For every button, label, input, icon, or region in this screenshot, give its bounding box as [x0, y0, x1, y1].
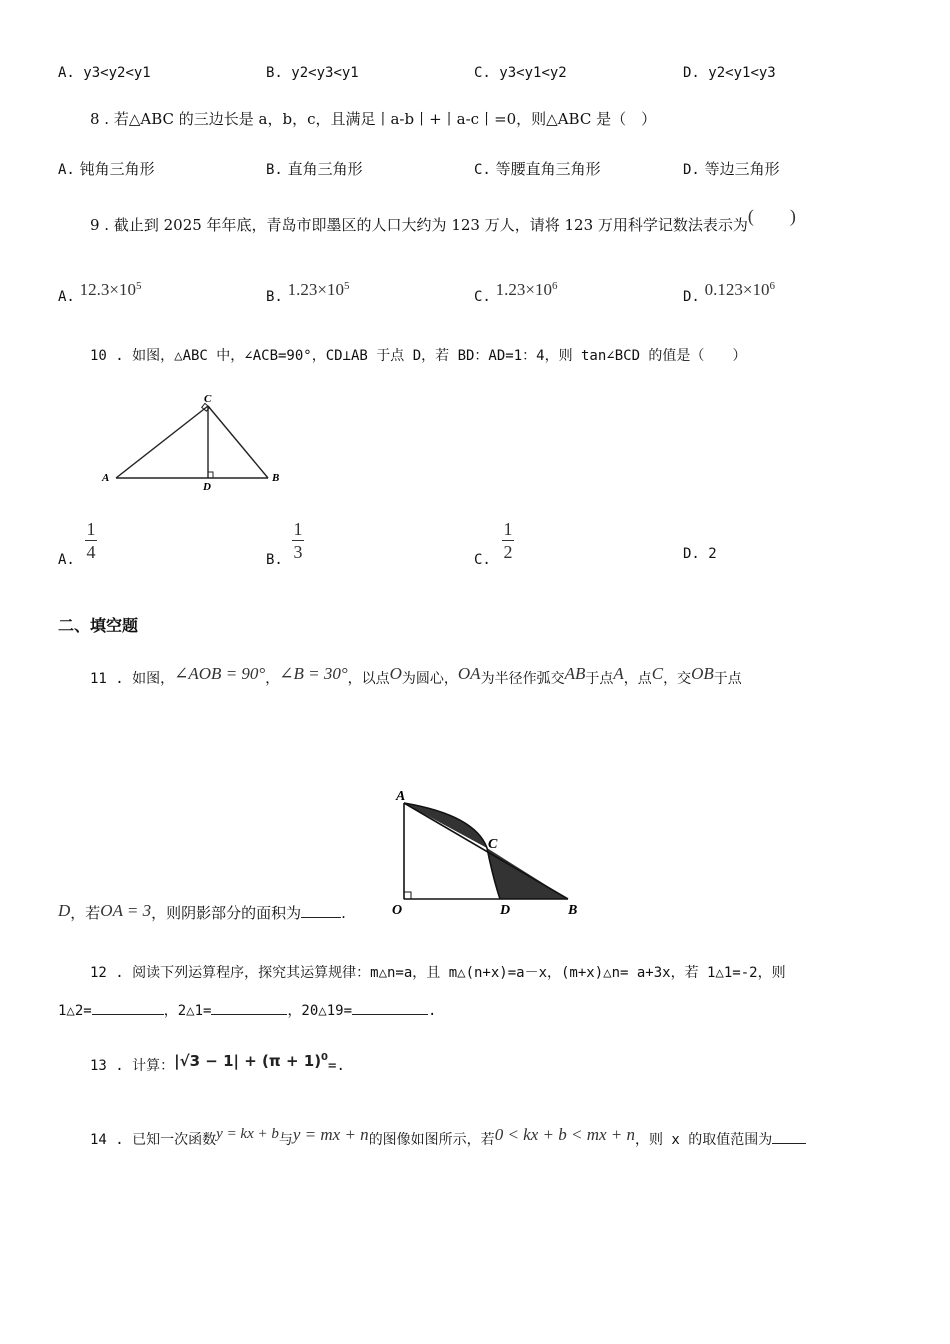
- q8-option-c[interactable]: C. 等腰直角三角形: [474, 160, 601, 178]
- q9-stem: [90, 206, 796, 236]
- q7-option-d[interactable]: D. y2<y1<y3: [683, 65, 776, 81]
- q7-option-b[interactable]: B. y2<y3<y1: [266, 65, 359, 81]
- q8-option-a[interactable]: A. 钝角三角形: [58, 160, 155, 178]
- q9-paren: ( ): [747, 206, 796, 226]
- q10-triangle-figure: [100, 388, 290, 492]
- label-b: B: [568, 903, 578, 918]
- label-c: C: [204, 393, 212, 405]
- q12-line2: 1△2= ，2△1= ，20△19= .: [58, 1000, 436, 1020]
- segment-ab: [404, 803, 568, 899]
- segment-bc: [208, 406, 268, 478]
- label-c: C: [488, 837, 498, 852]
- q12-line1: 12 . 阅读下列运算程序，探究其运算规律：m△n=a，且 m△(n+x)=a－x，(m+x)△n= a+3x，若 1△1=-2，则: [90, 965, 786, 981]
- q7-option-a[interactable]: A. y3<y2<y1: [58, 65, 151, 81]
- q8-stem: 8 . 若△ABC 的三边长是 a，b，c，且满足丨a-b丨+丨a-c丨=0，则△ABC 是（ ）: [90, 110, 657, 128]
- q7-option-c[interactable]: C. y3<y1<y2: [474, 65, 567, 81]
- label-b: B: [272, 472, 280, 484]
- q9-option-b[interactable]: B. $1.23\times 10^5$: [266, 280, 350, 305]
- section-heading: 二、填空题: [58, 616, 139, 635]
- label-d: D: [203, 481, 211, 492]
- label-o: O: [392, 903, 403, 918]
- q9-option-c[interactable]: C. $1.23\times 10^6$: [474, 280, 558, 305]
- right-angle-mark-o: [404, 892, 411, 899]
- q9-option-d[interactable]: D. $0.123\times 10^6$: [683, 280, 775, 305]
- q10-option-c-letter[interactable]: C.: [474, 552, 491, 568]
- q14-answer-blank[interactable]: [772, 1129, 806, 1144]
- q11-stem-continued: D，若OA = 3，则阴影部分的面积为 .: [58, 901, 346, 922]
- q10-option-a-letter[interactable]: A.: [58, 552, 75, 568]
- right-angle-mark-d: [208, 472, 213, 478]
- q10-option-c-fraction[interactable]: 1 2: [503, 519, 513, 562]
- q10-stem: 10 . 如图，△ABC 中，∠ACB=90°，CD⊥AB 于点 D，若 BD：AD=1：4，则 tan∠BCD 的值是（ ）: [90, 348, 747, 364]
- q12-blank-1[interactable]: [92, 1000, 164, 1015]
- q9-stem-text: 9 . 截止到 2025 年年底，青岛市即墨区的人口大约为 123 万人，请将 123 万用科学记数法表示为: [90, 216, 748, 234]
- q11-answer-blank[interactable]: [301, 903, 341, 918]
- q14-stem: 14 . 已知一次函数y = kx + b与y = mx + n的图像如图所示，若0 < kx + b < mx + n，则 x 的取值范围为: [90, 1129, 806, 1149]
- q10-option-a-fraction[interactable]: 1 4: [86, 519, 96, 562]
- q13-stem: 13 . 计算：$|√3 - 1| + (\pi + 1)^0=$.: [90, 1052, 345, 1074]
- q8-option-d[interactable]: D. 等边三角形: [683, 160, 780, 178]
- q10-option-d[interactable]: D. 2: [683, 546, 717, 562]
- label-d: D: [500, 903, 511, 918]
- q10-option-b-letter[interactable]: B.: [266, 552, 283, 568]
- q13-expression: |√3 − 1| + (π + 1): [174, 1052, 322, 1070]
- q8-option-b[interactable]: B. 直角三角形: [266, 160, 363, 178]
- q11-stem: 11 . 如图，∠AOB = 90°，∠B = 30°，以点O为圆心，OA为半径作弧交AB于点A，点C，交OB于点: [90, 664, 742, 687]
- label-a: A: [396, 790, 406, 804]
- q12-blank-2[interactable]: [211, 1000, 287, 1015]
- q10-option-b-fraction[interactable]: 1 3: [293, 519, 303, 562]
- q9-option-a[interactable]: A. $12.3\times 10^5$: [58, 280, 142, 305]
- q12-blank-3[interactable]: [352, 1000, 428, 1015]
- label-a: A: [102, 472, 110, 484]
- q11-shaded-figure: [390, 790, 590, 920]
- segment-ac: [116, 406, 208, 478]
